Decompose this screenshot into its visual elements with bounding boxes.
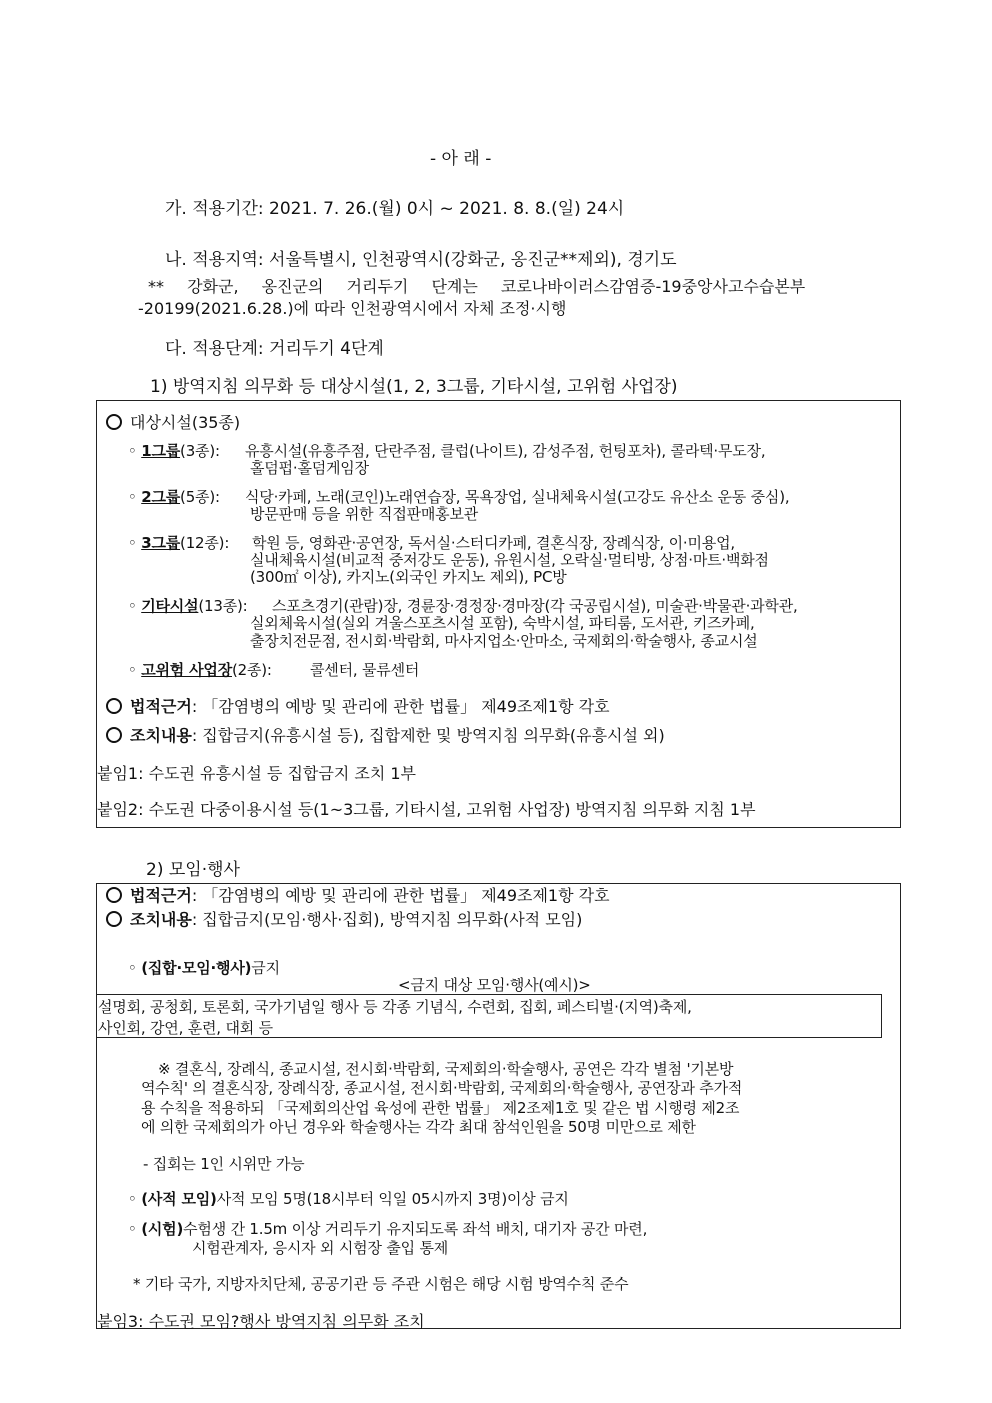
region-note-line1: ** 강화군, 옹진군의 거리두기 단계는 코로나바이러스감염증-19중앙사고수습본부 (148, 277, 806, 296)
group-highrisk-line1: 콜센터, 물류센터 (310, 661, 420, 679)
rally-line: - 집회는 1인 시위만 가능 (143, 1155, 305, 1173)
page-title: - 아 래 - (430, 149, 492, 169)
attachment-1: 붙임1: 수도권 유흥시설 등 집합금지 조치 1부 (97, 764, 417, 783)
example-line2: 사인회, 강연, 훈련, 대회 등 (98, 1019, 273, 1037)
group3-line2: 실내체육시설(비교적 중저강도 운동), 유원시설, 오락실·멀티방, 상점·마트·백화점 (250, 551, 769, 569)
section2-legal-basis: 법적근거: 「감염병의 예방 및 관리에 관한 법률」 제49조제1항 각호 (106, 883, 610, 906)
attachment-3: 붙임3: 수도권 모임?행사 방역지침 의무화 조치 (97, 1312, 425, 1331)
section1-title: 1) 방역지침 의무화 등 대상시설(1, 2, 3그룹, 기타시설, 고위험 사업장) (150, 377, 678, 397)
group-other-line3: 출장치전문점, 전시회·박람회, 마사지업소·안마소, 국제회의·학술행사, 종교시설 (250, 632, 758, 650)
exam-line2: 시험관계자, 응시자 외 시험장 출입 통제 (192, 1239, 449, 1257)
group-highrisk-label: ◦ 고위험 사업장(2종): (128, 661, 272, 679)
stage-line: 다. 적용단계: 거리두기 4단계 (165, 339, 384, 359)
group-other-line2: 실외체육시설(실외 겨울스포츠시설 포함), 숙박시설, 파티룸, 도서관, 키즈카페, (250, 614, 755, 632)
note-line2: 역수칙' 의 결혼식장, 장례식장, 종교시설, 전시회·박람회, 국제회의·학술행사, 공연장과 추가적 (141, 1079, 743, 1097)
gathering-ban-line: ◦ (집합·모임·행사)금지 (128, 959, 280, 977)
example-line1: 설명회, 공청회, 토론회, 국가기념일 행사 등 각종 기념식, 수련회, 집회, 페스티벌·(지역)축제, (98, 998, 692, 1016)
group2-line1: 식당·카페, 노래(코인)노래연습장, 목욕장업, 실내체육시설(고강도 유산소 운동 중심), (245, 488, 790, 506)
circle-bullet-icon (106, 911, 122, 927)
private-gathering-line: ◦ (사적 모임)사적 모임 5명(18시부터 익일 05시까지 3명)이상 금지 (128, 1190, 569, 1208)
note-line1: ※ 결혼식, 장례식, 종교시설, 전시회·박람회, 국제회의·학술행사, 공연은 각각 별첨 '기본방 (158, 1060, 734, 1078)
region-note-line2: -20199(2021.6.28.)에 따라 인천광역시에서 자체 조정·시행 (138, 299, 567, 318)
group1-line2: 홀덤펍·홀덤게임장 (250, 459, 369, 477)
section1-legal-basis: 법적근거: 「감염병의 예방 및 관리에 관한 법률」 제49조제1항 각호 (106, 694, 610, 717)
group1-line1: 유흥시설(유흥주점, 단란주점, 클럽(나이트), 감성주점, 헌팅포차), 콜라텍·무도장, (245, 442, 766, 460)
facilities-heading: 대상시설(35종) (106, 410, 240, 433)
group2-label: ◦ 2그룹(5종): (128, 488, 220, 506)
region-line: 나. 적용지역: 서울특별시, 인천광역시(강화군, 옹진군**제외), 경기도 (165, 250, 677, 270)
attachment-2: 붙임2: 수도권 다중이용시설 등(1~3그룹, 기타시설, 고위험 사업장) 방역지침 의무화 지침 1부 (97, 800, 756, 819)
exam-line1: ◦ (시험)수험생 간 1.5m 이상 거리두기 유지되도록 좌석 배치, 대기자 공간 마련, (128, 1220, 648, 1238)
exam-note: * 기타 국가, 지방자치단체, 공공기관 등 주관 시험은 해당 시험 방역수칙 준수 (133, 1275, 629, 1293)
group3-label: ◦ 3그룹(12종): (128, 534, 230, 552)
group1-label: ◦ 1그룹(3종): (128, 442, 220, 460)
group3-line3: (300㎡ 이상), 카지노(외국인 카지노 제외), PC방 (250, 568, 567, 586)
group2-line2: 방문판매 등을 위한 직접판매홍보관 (250, 505, 479, 523)
note-line3: 용 수칙을 적용하되 「국제회의산업 육성에 관한 법률」 제2조제1호 및 같은 법 시행령 제2조 (141, 1099, 740, 1117)
circle-bullet-icon (106, 887, 122, 903)
group-other-label: ◦ 기타시설(13종): (128, 597, 248, 615)
period-line: 가. 적용기간: 2021. 7. 26.(월) 0시 ~ 2021. 8. 8.(일) 24시 (165, 199, 625, 219)
note-line4: 에 의한 국제회의가 아닌 경우와 학술행사는 각각 최대 참석인원을 50명 미만으로 제한 (141, 1118, 696, 1136)
group-other-line1: 스포츠경기(관람)장, 경륜장·경정장·경마장(각 국공립시설), 미술관·박물관·과학관, (272, 597, 798, 615)
group3-line1: 학원 등, 영화관·공연장, 독서실·스터디카페, 결혼식장, 장례식장, 이·미용업, (252, 534, 735, 552)
section2-measures: 조치내용: 집합금지(모임·행사·집회), 방역지침 의무화(사적 모임) (106, 907, 582, 930)
circle-bullet-icon (106, 698, 122, 714)
section1-measures: 조치내용: 집합금지(유흥시설 등), 집합제한 및 방역지침 의무화(유흥시설 외) (106, 723, 665, 746)
circle-bullet-icon (106, 414, 122, 430)
circle-bullet-icon (106, 727, 122, 743)
example-title: <금지 대상 모임·행사(예시)> (398, 976, 591, 994)
section2-title: 2) 모임·행사 (146, 860, 240, 880)
